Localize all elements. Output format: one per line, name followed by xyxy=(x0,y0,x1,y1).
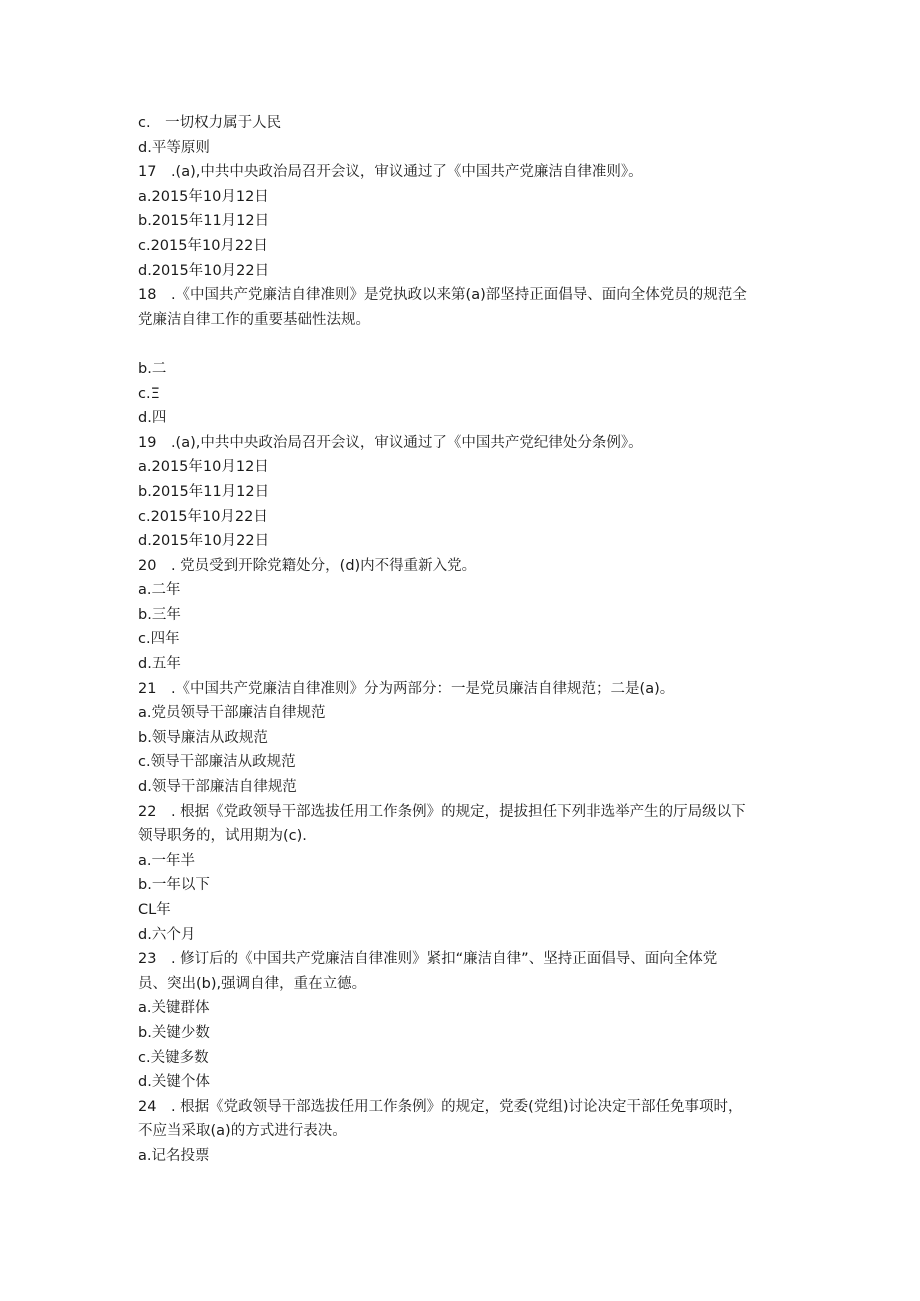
text-line: c.四年 xyxy=(138,631,180,648)
text-line: 24 . 根据《党政领导干部选拔任用工作条例》的规定，党委(党组)讨论决定干部任免事项时， xyxy=(138,1098,743,1115)
text-line: 20 . 党员受到开除党籍处分，(d)内不得重新入党。 xyxy=(138,557,477,574)
text-line: a.关键群体 xyxy=(138,1000,210,1017)
text-line: a.二年 xyxy=(138,582,181,599)
text-line: 不应当采取(a)的方式进行表决。 xyxy=(138,1123,347,1140)
text-line: d.四 xyxy=(138,410,167,427)
text-line: c.2015年10月22日 xyxy=(138,237,268,254)
text-line: d.关键个体 xyxy=(138,1074,210,1091)
text-line: c.领导干部廉洁从政规范 xyxy=(138,754,296,771)
text-line: b.2015年11月12日 xyxy=(138,483,270,500)
text-line: c.Ξ xyxy=(138,385,160,402)
text-line: 党廉洁自律工作的重要基础性法规。 xyxy=(138,311,370,328)
text-line: c. 一切权力属于人民 xyxy=(138,115,282,131)
text-line: a.一年半 xyxy=(138,852,195,869)
text-line: d.2015年10月22日 xyxy=(138,533,270,550)
document-text xyxy=(138,111,788,1169)
text-line: 21 .《中国共产党廉洁自律准则》分为两部分：一是党员廉洁自律规范；二是(a)。 xyxy=(138,680,675,697)
text-line: d.领导干部廉洁自律规范 xyxy=(138,779,297,796)
text-line: 23 . 修订后的《中国共产党廉洁自律准则》紧扣“廉洁自律”、坚持正面倡导、面向全体党 xyxy=(138,951,718,968)
text-line: a.2015年10月12日 xyxy=(138,459,269,476)
text-line: a.党员领导干部廉洁自律规范 xyxy=(138,705,326,722)
text-line: 17 .(a),中共中央政治局召开会议，审议通过了《中国共产党廉洁自律准则》。 xyxy=(138,164,643,181)
text-line: CL年 xyxy=(138,902,171,918)
text-line: 19 .(a),中共中央政治局召开会议，审议通过了《中国共产党纪律处分条例》。 xyxy=(138,434,643,451)
text-line: 领导职务的，试用期为(c). xyxy=(138,828,307,845)
text-line: a.2015年10月12日 xyxy=(138,188,269,205)
text-line: b.一年以下 xyxy=(138,877,210,894)
text-line: d.2015年10月22日 xyxy=(138,262,270,279)
text-line: c.2015年10月22日 xyxy=(138,508,268,525)
text-line: d.五年 xyxy=(138,656,181,673)
text-line: 22 . 根据《党政领导干部选拔任用工作条例》的规定，提拔担任下列非选举产生的厅局级以下 xyxy=(138,803,746,820)
blank-line xyxy=(138,332,788,357)
text-line: c.关键多数 xyxy=(138,1049,209,1066)
text-line: b.领导廉洁从政规范 xyxy=(138,729,268,746)
text-line: b.三年 xyxy=(138,606,181,623)
text-line: b.2015年11月12日 xyxy=(138,213,270,230)
text-line: b.二 xyxy=(138,360,167,377)
text-line: b.关键少数 xyxy=(138,1024,210,1041)
text-line: d.六个月 xyxy=(138,926,196,943)
text-line: 员、突出(b),强调自律，重在立德。 xyxy=(138,975,367,992)
text-line: 18 .《中国共产党廉洁自律准则》是党执政以来第(a)部坚持正面倡导、面向全体党员的规范全 xyxy=(138,287,747,304)
text-line: d.平等原则 xyxy=(138,139,210,156)
text-line: a.记名投票 xyxy=(138,1147,210,1164)
